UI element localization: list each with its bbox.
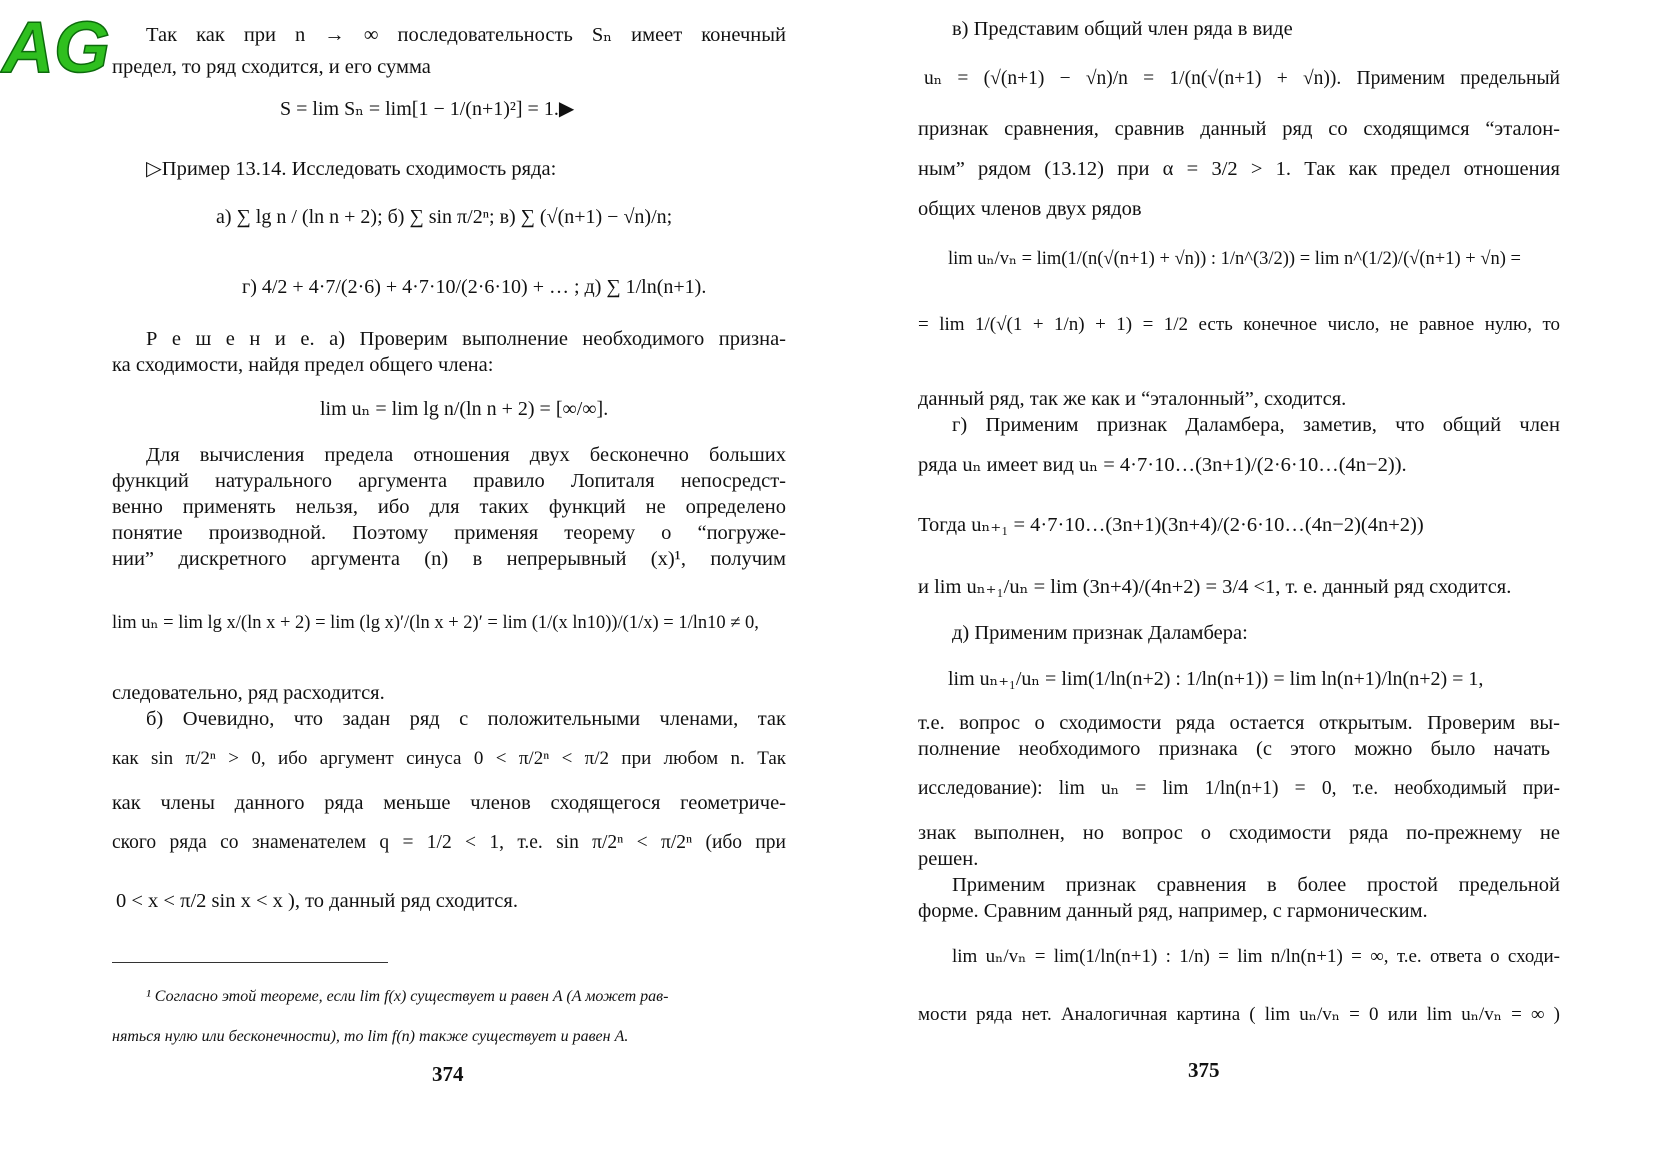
equation: lim uₙ₊₁/uₙ = lim(1/ln(n+2) : 1/ln(n+1)) = lim ln(n+1)/ln(n+2) = 1, xyxy=(948,668,1484,690)
text-line: признак сравнения, сравнив данный ряд со сходящимся “эталон- xyxy=(918,118,1560,140)
text-line: данный ряд, так же как и “эталонный”, сходится. xyxy=(918,388,1347,410)
text-line: б) Очевидно, что задан ряд с положительными членами, так xyxy=(146,708,786,730)
footnote-divider xyxy=(112,962,388,963)
text-line: следовательно, ряд расходится. xyxy=(112,682,385,704)
footnote-line: ¹ Согласно этой теореме, если lim f(x) существует и равен A (A может рав- xyxy=(146,988,669,1005)
footnote-line: няться нулю или бесконечности), то lim f(n) также существует и равен A. xyxy=(112,1028,629,1045)
text-line: т.е. вопрос о сходимости ряда остается открытым. Проверим вы- xyxy=(918,712,1560,734)
text-line: Р е ш е н и е. а) Проверим выполнение необходимого призна- xyxy=(146,328,786,350)
text-line: знак выполнен, но вопрос о сходимости ряда по-прежнему не xyxy=(918,822,1560,844)
ag-logo xyxy=(2,2,110,88)
text-line: предел, то ряд сходится, и его сумма xyxy=(112,56,431,78)
text-line: Применим признак сравнения в более простой предельной xyxy=(952,874,1560,896)
text-line: д) Применим признак Даламбера: xyxy=(952,622,1248,644)
text-line: в) Представим общий член ряда в виде xyxy=(952,18,1293,40)
text-line: ка сходимости, найдя предел общего члена: xyxy=(112,354,494,376)
equation-line: uₙ = (√(n+1) − √n)/n = 1/(n(√(n+1) + √n)). Применим предельный xyxy=(924,68,1560,89)
text-line: 0 < x < π/2 sin x < x ), то данный ряд сходится. xyxy=(116,890,518,912)
text-line: Так как при n → ∞ последовательность Sₙ имеет конечный xyxy=(146,24,786,46)
text-line: ным” рядом (13.12) при α = 3/2 > 1. Так как предел отношения xyxy=(918,158,1560,180)
equation: а) ∑ lg n / (ln n + 2); б) ∑ sin π/2ⁿ; в) ∑ (√(n+1) − √n)/n; xyxy=(216,206,673,228)
text-line: венно применять нельзя, ибо для таких функций не определено xyxy=(112,496,786,518)
text-line: исследование): lim uₙ = lim 1/ln(n+1) = 0, т.е. необходимый при- xyxy=(918,778,1560,799)
text-line: полнение необходимого признака (с этого можно было начать xyxy=(918,738,1550,760)
equation-line: = lim 1/(√(1 + 1/n) + 1) = 1/2 есть конечное число, не равное нулю, то xyxy=(918,314,1560,335)
equation: lim uₙ = lim lg x/(ln x + 2) = lim (lg x)′/(ln x + 2)′ = lim (1/(x ln10))/(1/x) = 1/ln10 ≠ 0, xyxy=(112,613,759,633)
text-line: мости ряда нет. Аналогичная картина ( lim uₙ/vₙ = 0 или lim uₙ/vₙ = ∞ ) xyxy=(918,1004,1560,1025)
text-line: функций натурального аргумента правило Лопиталя непосредст- xyxy=(112,470,786,492)
text-line: ряда uₙ имеет вид uₙ = 4·7·10…(3n+1)/(2·6·10…(4n−2)). xyxy=(918,454,1407,476)
ag-logo-graphic xyxy=(2,2,110,88)
example-heading: ▷Пример 13.14. Исследовать сходимость ряда: xyxy=(146,158,557,180)
text-line: и lim uₙ₊₁/uₙ = lim (3n+4)/(4n+2) = 3/4 <1, т. е. данный ряд сходится. xyxy=(918,576,1512,598)
right-page xyxy=(918,0,1640,1162)
page-number: 374 xyxy=(432,1062,464,1086)
text-line: ского ряда со знаменателем q = 1/2 < 1, т.е. sin π/2ⁿ < π/2ⁿ (ибо при xyxy=(112,832,786,853)
text-line: решен. xyxy=(918,848,979,870)
left-page xyxy=(112,0,842,1162)
text-line: г) Применим признак Даламбера, заметив, что общий член xyxy=(952,414,1560,436)
equation-line: lim uₙ/vₙ = lim(1/ln(n+1) : 1/n) = lim n/ln(n+1) = ∞, т.е. ответа о сходи- xyxy=(952,946,1560,967)
logo-text: AG xyxy=(2,8,110,88)
text-line: Для вычисления предела отношения двух бесконечно больших xyxy=(146,444,786,466)
equation: lim uₙ = lim lg n/(ln n + 2) = [∞/∞]. xyxy=(320,398,609,420)
text-line: нии” дискретного аргумента (n) в непрерывный (x)¹, получим xyxy=(112,548,786,570)
text-line: форме. Сравним данный ряд, например, с гармоническим. xyxy=(918,900,1428,922)
text-line: Тогда uₙ₊₁ = 4·7·10…(3n+1)(3n+4)/(2·6·10…(4n−2)(4n+2)) xyxy=(918,514,1424,536)
equation: lim uₙ/vₙ = lim(1/(n(√(n+1) + √n)) : 1/n^(3/2)) = lim n^(1/2)/(√(n+1) + √n) = xyxy=(948,249,1521,269)
text-line: понятие производной. Поэтому применяя теорему о “погруже- xyxy=(112,522,786,544)
equation: S = lim Sₙ = lim[1 − 1/(n+1)²] = 1.▶ xyxy=(280,98,575,120)
equation: г) 4/2 + 4·7/(2·6) + 4·7·10/(2·6·10) + … ; д) ∑ 1/ln(n+1). xyxy=(242,276,707,298)
page-number: 375 xyxy=(1188,1058,1220,1082)
text-line: как члены данного ряда меньше членов сходящегося геометриче- xyxy=(112,792,786,814)
text-line: как sin π/2ⁿ > 0, ибо аргумент синуса 0 < π/2ⁿ < π/2 при любом n. Так xyxy=(112,748,786,769)
text-line: общих членов двух рядов xyxy=(918,198,1142,220)
